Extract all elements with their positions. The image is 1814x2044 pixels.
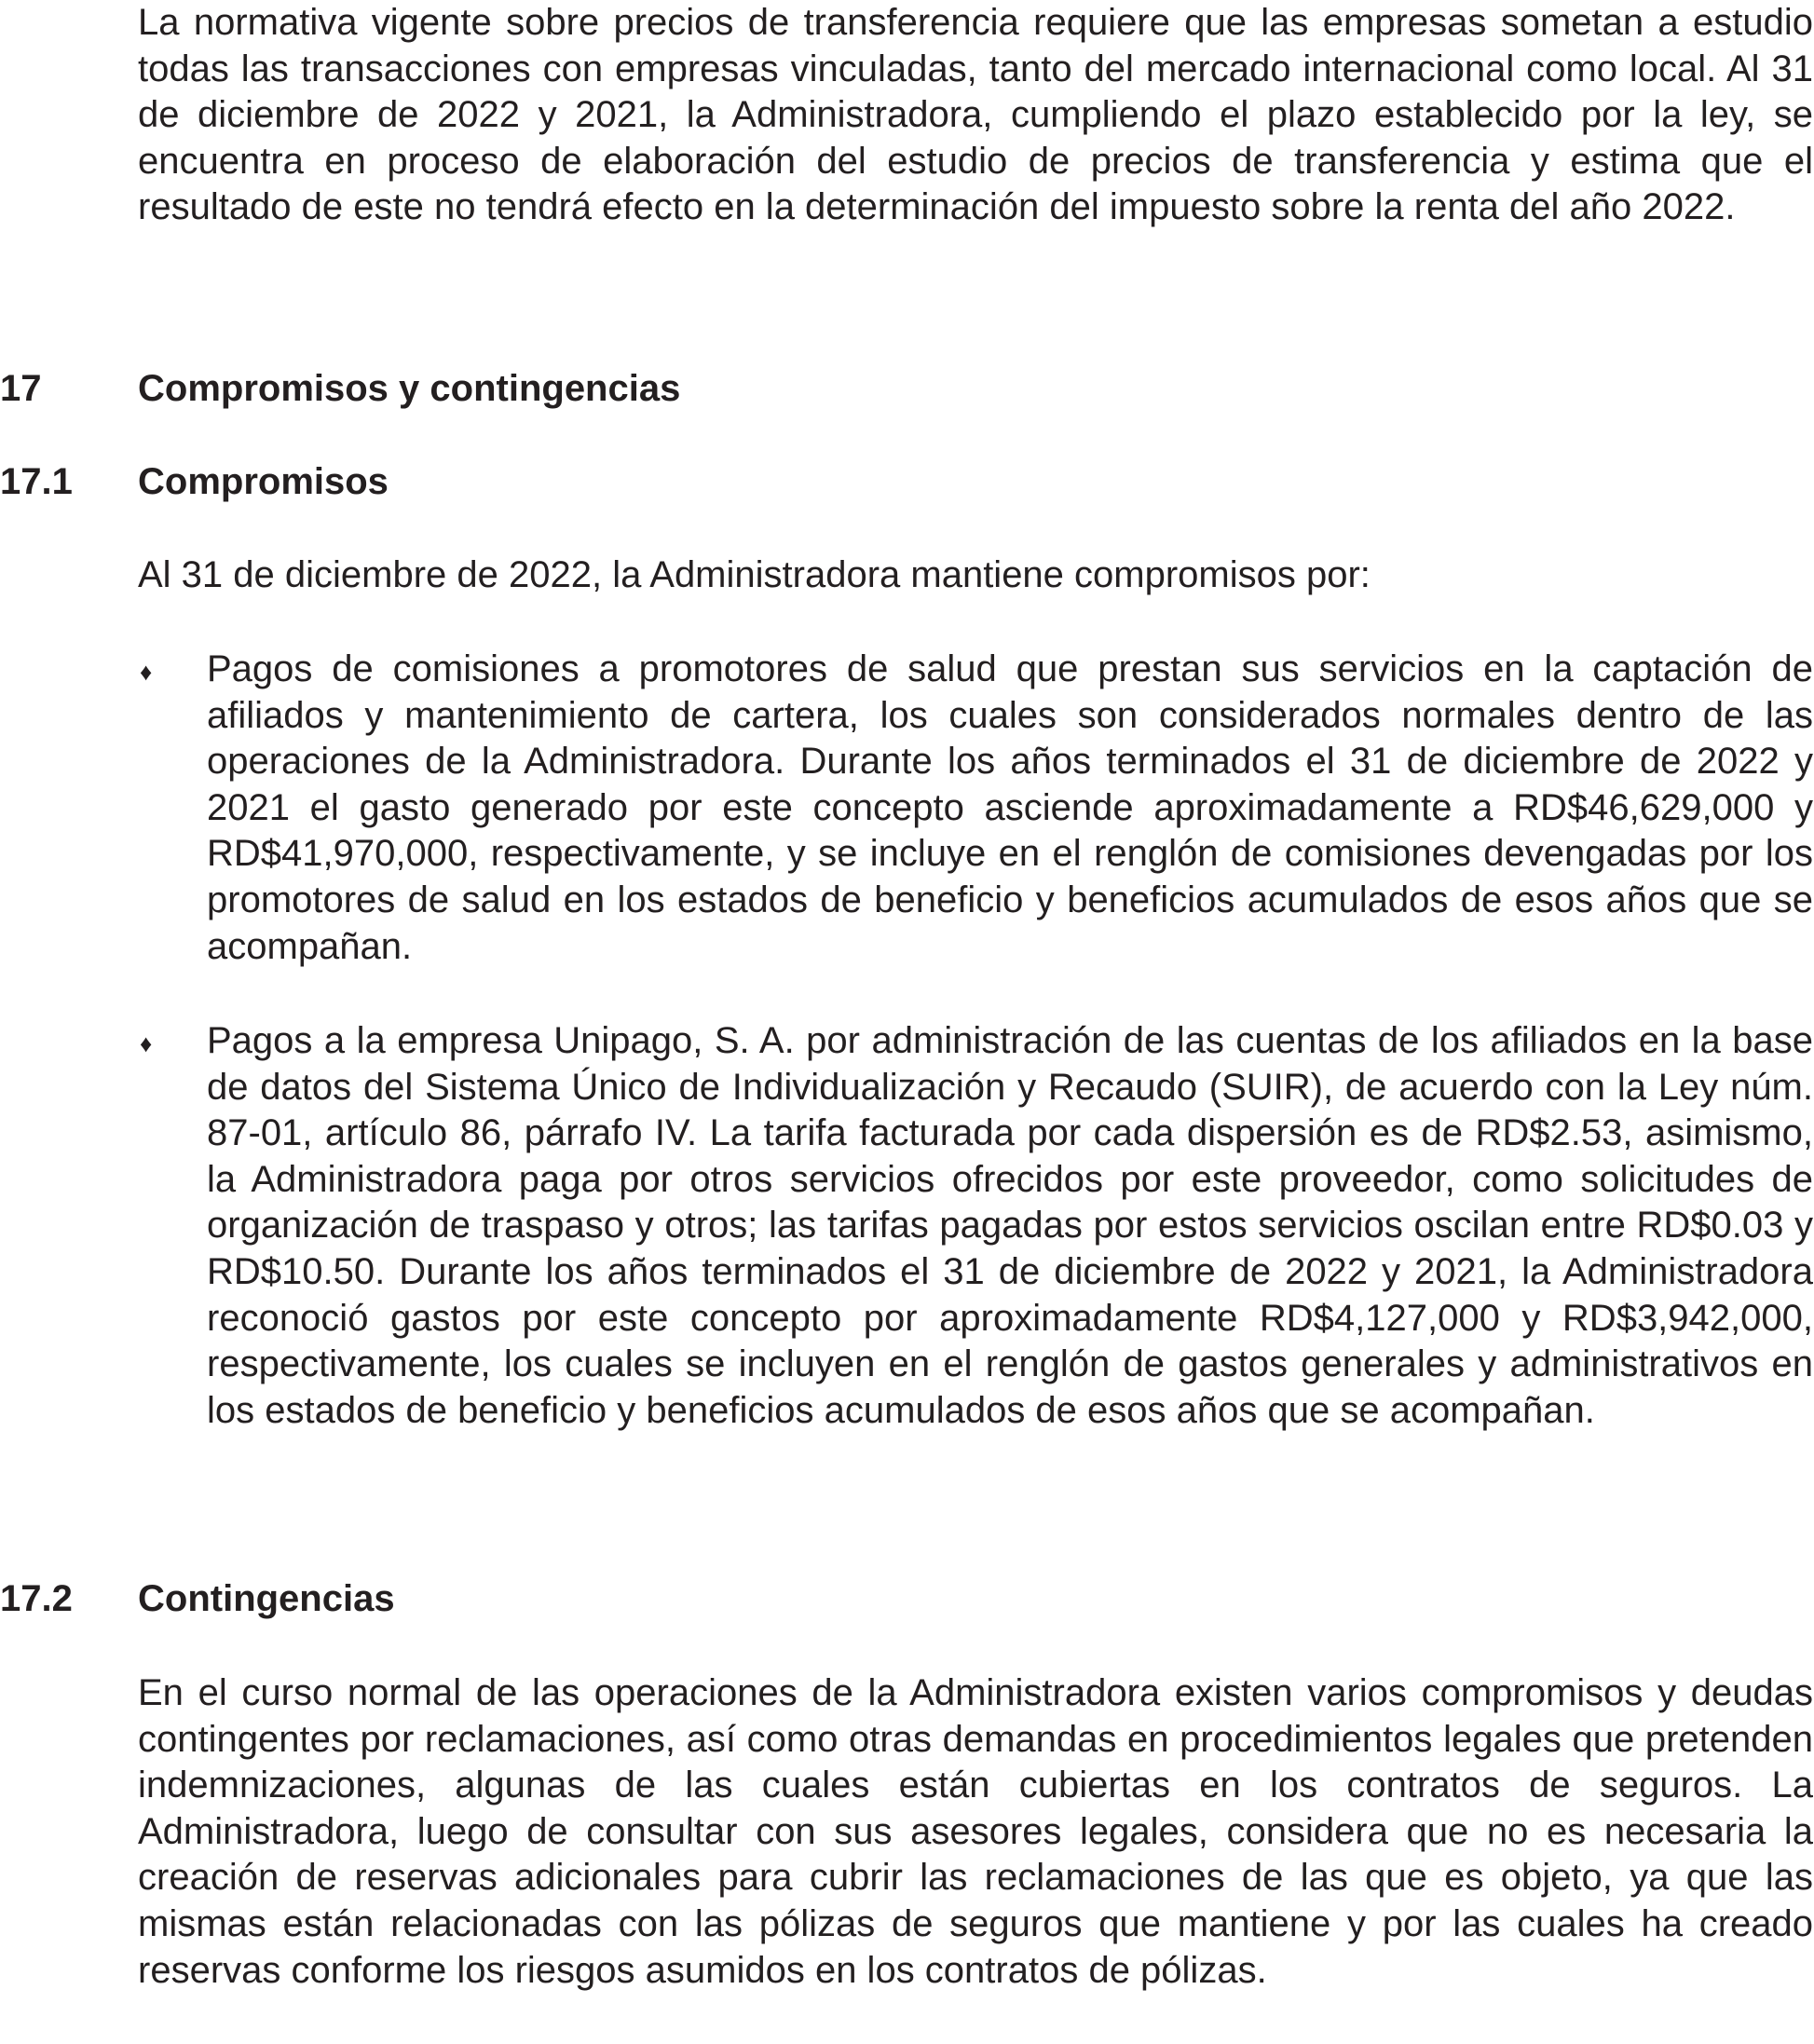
diamond-bullet-icon: ♦	[140, 1029, 153, 1057]
section-17-title: Compromisos y contingencias	[138, 368, 681, 409]
contingencies-paragraph: En el curso normal de las operaciones de la Administradora existen varios compromisos y deudas contingentes por reclamaciones, así como otras demandas en procedimientos legales que pretenden indemnizaciones, algunas de las cuales están cubiertas en los contratos de seguros. La Administradora, luego de consultar con sus asesores legales, considera que no es necesaria la creación de reservas adicionales para cubrir las reclamaciones de las que es objeto, ya que las mismas están relacionadas con las pólizas de seguros que mantiene y por las cuales ha creado reservas conforme los riesgos asumidos en los contratos de pólizas.	[138, 1672, 1813, 1991]
commitment-item-commissions: Pagos de comisiones a promotores de salud que prestan sus servicios en la captación de afiliados y mantenimiento de cartera, los cuales son considerados normales dentro de las operaciones de la Administradora. Durante los años terminados el 31 de diciembre de 2022 y 2021 el gasto generado por este concepto asciende aproximadamente a RD$46,629,000 y RD$41,970,000, respectivamente, y se incluye en el renglón de comisiones devengadas por los promotores de salud en los estados de beneficio y beneficios acumulados de esos años que se acompañan.	[207, 648, 1813, 967]
diamond-bullet-icon: ♦	[140, 658, 153, 686]
section-17-number: 17	[0, 368, 42, 409]
section-17-1-number: 17.1	[0, 461, 73, 502]
section-17-2-title: Contingencias	[138, 1578, 395, 1619]
transfer-pricing-paragraph: La normativa vigente sobre precios de transferencia requiere que las empresas sometan a estudio todas las transacciones con empresas vinculadas, tanto del mercado internacional como local. Al 31 de diciembre de 2022 y 2021, la Administradora, cumpliendo el plazo establecido por la ley, se encuentra en proceso de elaboración del estudio de precios de transferencia y estima que el resultado de este no tendrá efecto en la determinación del impuesto sobre la renta del año 2022.	[138, 2, 1813, 228]
commitment-item-unipago: Pagos a la empresa Unipago, S. A. por administración de las cuentas de los afiliados en la base de datos del Sistema Único de Individualización y Recaudo (SUIR), de acuerdo con la Ley núm. 87-01, artículo 86, párrafo IV. La tarifa facturada por cada dispersión es de RD$2.53, asimismo, la Administradora paga por otros servicios ofrecidos por este proveedor, como solicitudes de organización de traspaso y otros; las tarifas pagadas por estos servicios oscilan entre RD$0.03 y RD$10.50. Durante los años terminados el 31 de diciembre de 2022 y 2021, la Administradora reconoció gastos por este concepto por aproximadamente RD$4,127,000 y RD$3,942,000, respectivamente, los cuales se incluyen en el renglón de gastos generales y administrativos en los estados de beneficio y beneficios acumulados de esos años que se acompañan.	[207, 1020, 1813, 1431]
section-17-2-number: 17.2	[0, 1578, 73, 1619]
commitments-intro: Al 31 de diciembre de 2022, la Administradora mantiene compromisos por:	[138, 554, 1371, 595]
section-17-1-title: Compromisos	[138, 461, 389, 502]
